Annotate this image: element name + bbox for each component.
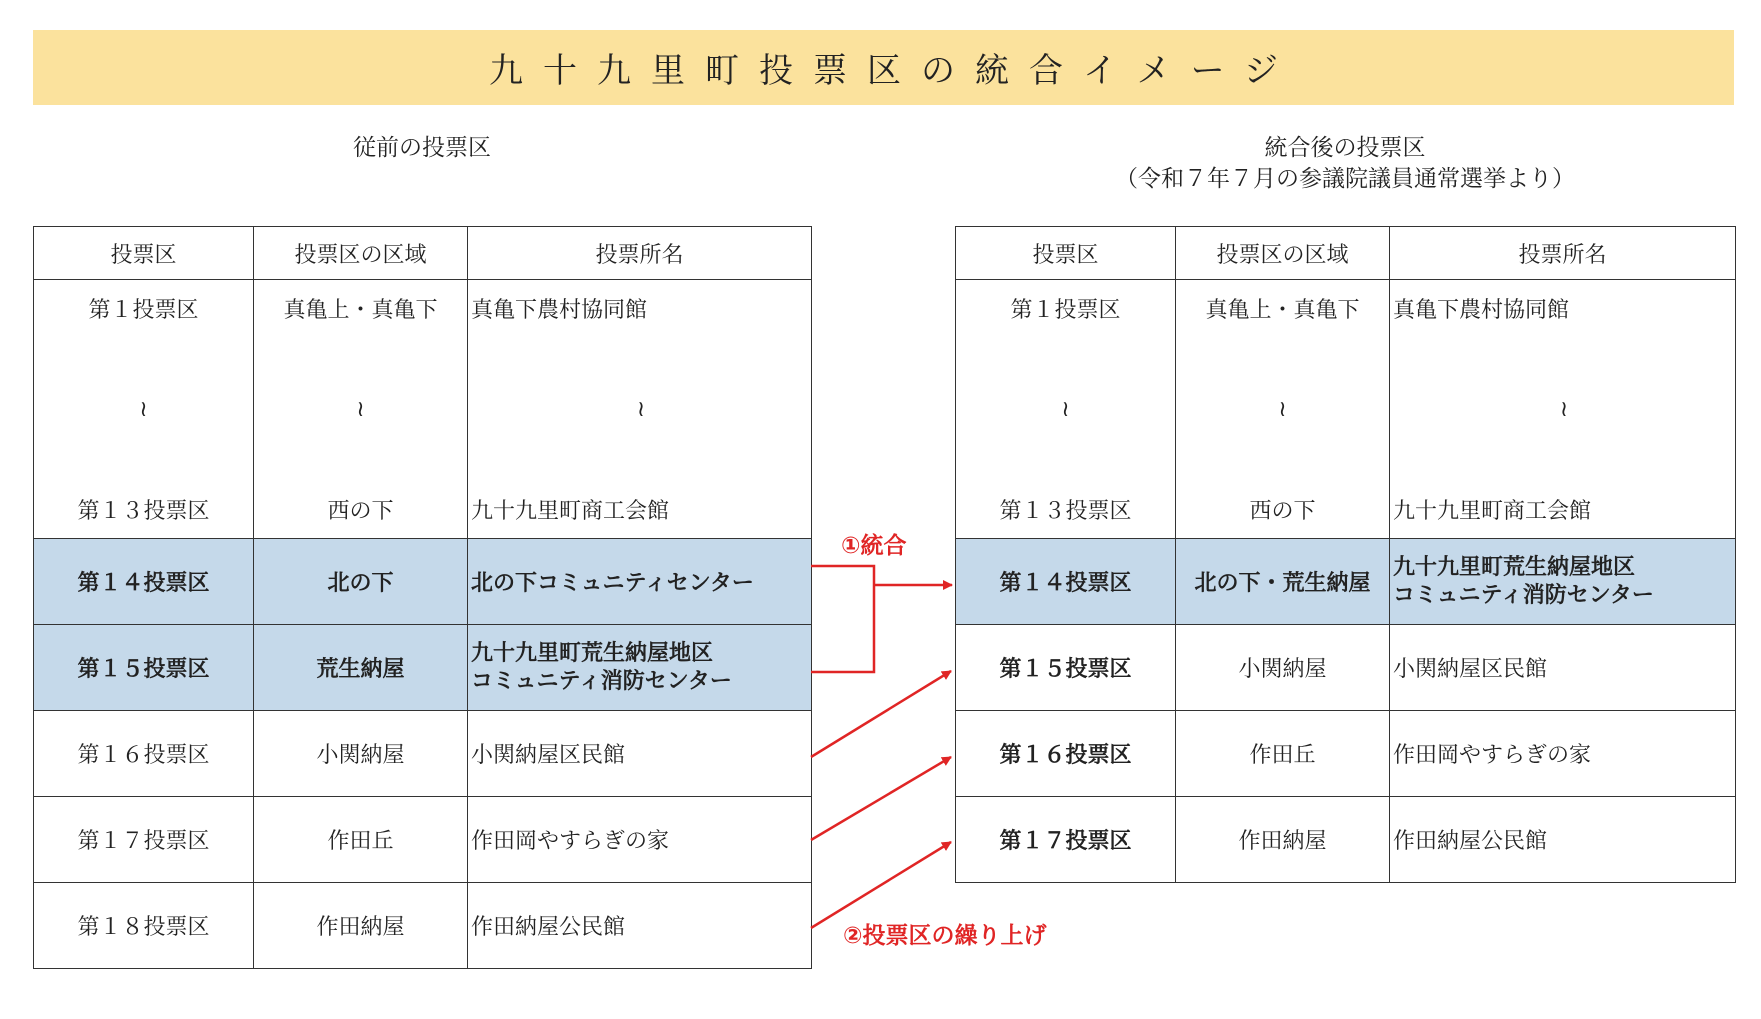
place-line: 小関納屋区民館: [1393, 657, 1548, 682]
after-subheading-text: （令和７年７月の参議院議員通常選挙より）: [1115, 166, 1575, 192]
district-cell: 第１４投票区: [34, 539, 254, 625]
district-cell: 第１６投票区: [34, 711, 254, 797]
place-last: 九十九里町商工会館: [471, 499, 670, 524]
tilde-mark: ≀: [356, 396, 365, 422]
district-last: 第１３投票区: [77, 499, 210, 524]
district-first: 第１投票区: [1010, 298, 1121, 323]
place-line: 作田岡やすらぎの家: [471, 829, 670, 854]
area-cell: 小関納屋: [1176, 625, 1390, 711]
before-heading-text: 従前の投票区: [353, 135, 491, 161]
district-first: 第１投票区: [88, 298, 199, 323]
district-cell: 第１６投票区: [956, 711, 1176, 797]
area-cell: 小関納屋: [254, 711, 468, 797]
area-cell: 作田丘: [254, 797, 468, 883]
area-cell: 作田納屋: [1176, 797, 1390, 883]
header-place: 投票所名: [1390, 227, 1736, 280]
place-line: 北の下コミュニティセンター: [471, 571, 754, 596]
area-first: 真亀上・真亀下: [283, 298, 438, 323]
header-place: 投票所名: [468, 227, 812, 280]
area-cell: 荒生納屋: [254, 625, 468, 711]
merge-label: ①統合: [841, 533, 907, 559]
place-last: 九十九里町商工会館: [1393, 499, 1592, 524]
place-line: 九十九里町荒生納屋地区: [1393, 554, 1636, 580]
tilde-mark: ≀: [1278, 396, 1287, 422]
header-area: 投票区の区域: [1176, 227, 1390, 280]
place-line: 九十九里町荒生納屋地区: [471, 640, 714, 666]
district-cell: 第１４投票区: [956, 539, 1176, 625]
moveup-arrow: [811, 757, 951, 840]
area-last: 西の下: [327, 499, 394, 524]
header-area: 投票区の区域: [254, 227, 468, 280]
merge-bracket-arrow: [811, 566, 952, 672]
place-line: コミュニティ消防センター: [471, 668, 732, 694]
place-first: 真亀下農村協同館: [1393, 298, 1570, 323]
district-cell: 第１８投票区: [34, 883, 254, 969]
area-cell: 北の下: [254, 539, 468, 625]
after-heading-text: 統合後の投票区: [1264, 135, 1426, 161]
moveup-arrow: [811, 842, 951, 928]
place-line: 作田納屋公民館: [471, 915, 626, 940]
area-first: 真亀上・真亀下: [1205, 298, 1360, 323]
tilde-mark: ≀: [139, 396, 148, 422]
place-line: 小関納屋区民館: [471, 743, 626, 768]
moveup-label: ②投票区の繰り上げ: [843, 923, 1047, 949]
area-cell: 作田丘: [1176, 711, 1390, 797]
header-district: 投票区: [34, 227, 254, 280]
district-cell: 第１５投票区: [956, 625, 1176, 711]
tilde-mark: ≀: [1559, 396, 1569, 422]
place-line: コミュニティ消防センター: [1393, 582, 1654, 608]
moveup-arrow: [811, 671, 951, 757]
place-first: 真亀下農村協同館: [471, 298, 648, 323]
header-district: 投票区: [956, 227, 1176, 280]
district-cell: 第１７投票区: [34, 797, 254, 883]
district-cell: 第１７投票区: [956, 797, 1176, 883]
tilde-mark: ≀: [1061, 396, 1070, 422]
area-cell: 作田納屋: [254, 883, 468, 969]
area-cell: 北の下・荒生納屋: [1176, 539, 1390, 625]
place-line: 作田岡やすらぎの家: [1393, 743, 1592, 768]
tilde-mark: ≀: [636, 396, 646, 422]
area-last: 西の下: [1249, 499, 1316, 524]
district-cell: 第１５投票区: [34, 625, 254, 711]
page-title: 九十九里町投票区の統合イメージ: [489, 51, 1298, 91]
place-line: 作田納屋公民館: [1393, 829, 1548, 854]
district-last: 第１３投票区: [999, 499, 1132, 524]
